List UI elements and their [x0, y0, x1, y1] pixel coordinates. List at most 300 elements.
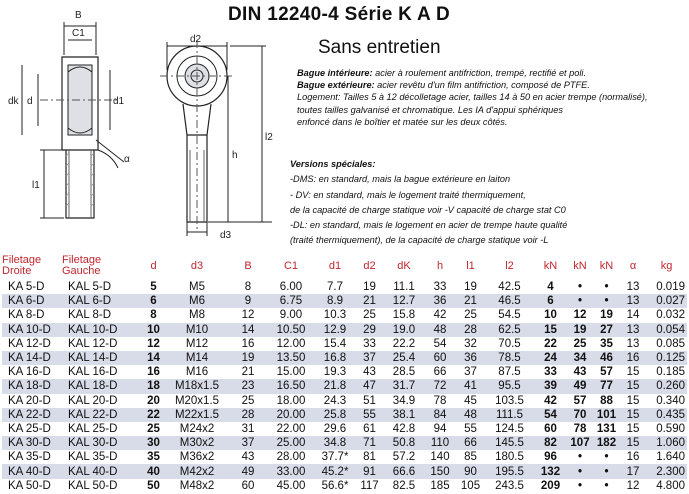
table-cell: KA 18-D — [2, 379, 62, 393]
table-cell: 21 — [241, 366, 255, 379]
table-cell: 0.185 — [656, 366, 685, 379]
table-cell: 0.054 — [646, 323, 687, 337]
table-cell: 24 — [534, 351, 567, 365]
column-header: dK — [397, 259, 411, 272]
table-cell: KA 22-D — [2, 408, 62, 422]
table-cell: 10.3 — [323, 309, 347, 322]
table-cell: 21.8 — [315, 379, 355, 393]
table-cell: 57 — [573, 394, 587, 407]
specification-table — [2, 252, 687, 493]
table-cell: 10 — [544, 309, 557, 322]
table-cell: 105 — [460, 479, 481, 492]
table-cell: 25 — [464, 309, 477, 322]
table-cell: KA 25-D — [8, 422, 51, 435]
table-cell: 78.5 — [485, 351, 534, 365]
table-cell: KA 30-D — [2, 436, 62, 450]
table-row — [2, 323, 687, 337]
table-cell: 6 — [534, 294, 567, 308]
column-header: B — [244, 259, 252, 272]
table-cell: 41 — [456, 379, 485, 393]
table-cell: 9 — [229, 294, 267, 308]
table-cell: M24x2 — [179, 422, 215, 435]
table-cell: 60 — [241, 479, 255, 492]
table-cell: 28 — [229, 408, 267, 422]
column-header: d1 — [328, 259, 342, 272]
label-alpha: α — [124, 154, 130, 165]
table-cell: • — [593, 294, 620, 308]
table-cell: 182 — [593, 436, 620, 450]
label-d: d — [27, 96, 33, 107]
column-header: kN — [599, 259, 614, 272]
table-cell: 12.7 — [384, 294, 424, 308]
table-cell: • — [567, 464, 593, 478]
table-cell: KA 10-D — [2, 323, 62, 337]
table-cell: 38.1 — [384, 408, 424, 422]
table-cell: 101 — [593, 408, 620, 422]
table-cell: 91 — [355, 464, 384, 478]
table-cell: 0.027 — [646, 294, 687, 308]
table-cell: 145.5 — [485, 436, 534, 450]
table-cell: M30x2 — [165, 436, 229, 450]
table-cell: KA 16-D — [8, 366, 51, 379]
table-cell: 25 — [241, 394, 255, 407]
table-cell: 16 — [626, 451, 640, 464]
table-cell: 82.5 — [392, 479, 416, 492]
table-cell: KA 8-D — [8, 309, 45, 322]
table-cell: 243.5 — [495, 479, 524, 492]
table-cell: 70 — [567, 408, 593, 422]
table-cell: 45 — [464, 394, 477, 407]
table-cell: 117 — [360, 479, 379, 492]
table-row — [2, 294, 687, 308]
table-row — [2, 394, 687, 408]
table-cell: KA 12-D — [8, 337, 51, 350]
table-cell: 43 — [241, 451, 255, 464]
column-header: d — [150, 259, 157, 272]
table-row — [2, 479, 687, 493]
table-cell: 18 — [142, 379, 165, 393]
table-cell: 78 — [573, 422, 587, 435]
table-cell: M18x1.5 — [165, 379, 229, 393]
table-cell: 94 — [433, 422, 447, 435]
table-cell: 25 — [147, 422, 160, 435]
table-cell: 35 — [147, 451, 160, 464]
table-cell: 43 — [573, 366, 587, 379]
table-cell: 6 — [142, 294, 165, 308]
table-cell: 12 — [241, 309, 255, 322]
table-cell: 34.9 — [392, 394, 416, 407]
table-cell: 78 — [433, 394, 447, 407]
table-cell: 5 — [150, 281, 157, 294]
table-cell: • — [593, 464, 620, 478]
table-cell: 45.00 — [276, 479, 306, 492]
table-cell: 20 — [147, 394, 160, 407]
table-cell: 195.5 — [485, 464, 534, 478]
column-header: kN — [573, 259, 587, 272]
table-cell: 11.1 — [393, 281, 415, 294]
table-cell: 42 — [433, 309, 447, 322]
table-cell: KAL 20-D — [68, 394, 118, 407]
column-header: Filetage Gauche — [62, 254, 102, 277]
table-cell: 103.5 — [495, 394, 524, 407]
table-cell: 71 — [355, 436, 384, 450]
table-cell: 15 — [620, 436, 646, 450]
table-cell: 48 — [424, 323, 456, 337]
table-cell: KA 40-D — [2, 464, 62, 478]
table-cell: • — [577, 479, 583, 492]
table-cell: • — [604, 479, 609, 492]
table-cell: KA 20-D — [8, 394, 51, 407]
table-cell: 10 — [142, 323, 165, 337]
table-cell: 14 — [142, 351, 165, 365]
table-cell: 13 — [620, 294, 646, 308]
table-cell: M36x2 — [179, 451, 215, 464]
table-body — [2, 280, 687, 493]
table-cell: 150 — [424, 464, 456, 478]
table-cell: 81 — [363, 451, 376, 464]
table-cell: M6 — [165, 294, 229, 308]
table-cell: 15 — [626, 422, 640, 435]
table-cell: 33 — [544, 366, 557, 379]
table-cell: 60 — [424, 351, 456, 365]
table-cell: 15 — [626, 394, 640, 407]
table-cell: KAL 40-D — [62, 464, 142, 478]
table-cell: 37 — [464, 366, 477, 379]
table-cell: 36 — [424, 294, 456, 308]
table-cell: 17 — [620, 464, 646, 478]
table-cell: 82 — [534, 436, 567, 450]
table-cell: 25 — [363, 309, 376, 322]
table-cell: KAL 35-D — [68, 451, 118, 464]
table-row — [2, 408, 687, 422]
table-cell: 6.75 — [267, 294, 315, 308]
table-cell: M12 — [185, 337, 209, 350]
table-cell: 13 — [626, 281, 640, 294]
table-cell: 12.00 — [276, 337, 306, 350]
table-cell: 8 — [150, 309, 157, 322]
column-header: kg — [660, 259, 673, 272]
table-cell: 35 — [600, 337, 613, 350]
table-cell: 66 — [456, 436, 485, 450]
table-cell: 13.50 — [267, 351, 315, 365]
table-cell: 185 — [430, 479, 450, 492]
table-cell: 16.8 — [315, 351, 355, 365]
table-cell: 19 — [363, 281, 376, 294]
table-cell: 84 — [424, 408, 456, 422]
table-cell: 132 — [534, 464, 567, 478]
table-cell: 33 — [433, 281, 447, 294]
table-cell: 22 — [142, 408, 165, 422]
table-cell: 28.5 — [392, 366, 416, 379]
table-cell: 40 — [142, 464, 165, 478]
table-cell: 111.5 — [485, 408, 534, 422]
table-cell: 90 — [456, 464, 485, 478]
table-cell: 16 — [241, 337, 255, 350]
label-C1: C1 — [72, 28, 85, 39]
table-cell: 37 — [355, 351, 384, 365]
table-row — [2, 280, 687, 294]
column-header: d3 — [190, 259, 204, 272]
table-cell: • — [577, 281, 583, 294]
table-cell: 47 — [355, 379, 384, 393]
table-cell: 27 — [593, 323, 620, 337]
table-cell: 10.50 — [267, 323, 315, 337]
table-cell: 19.0 — [384, 323, 424, 337]
table-cell: 14 — [229, 323, 267, 337]
table-cell: 25.8 — [315, 408, 355, 422]
table-cell: 131 — [596, 422, 617, 435]
table-cell: 110 — [424, 436, 456, 450]
table-cell: 13 — [620, 323, 646, 337]
table-cell: 42.8 — [392, 422, 416, 435]
table-cell: 46.5 — [485, 294, 534, 308]
table-cell: 12 — [573, 309, 587, 322]
table-cell: KA 6-D — [2, 294, 62, 308]
table-cell: 13 — [626, 337, 640, 350]
table-cell: 25.4 — [384, 351, 424, 365]
table-cell: KAL 22-D — [62, 408, 142, 422]
table-cell: 33 — [363, 337, 376, 350]
table-cell: 54 — [433, 337, 447, 350]
table-cell: KAL 50-D — [68, 479, 118, 492]
table-cell: 15.4 — [323, 337, 347, 350]
table-cell: 4 — [547, 281, 554, 294]
table-cell: • — [604, 451, 609, 464]
table-cell: KA 5-D — [8, 281, 45, 294]
table-cell: 66.6 — [384, 464, 424, 478]
table-cell: KAL 14-D — [62, 351, 142, 365]
table-cell: 87.5 — [498, 366, 521, 379]
table-cell: 12 — [626, 479, 640, 492]
table-cell: M10 — [165, 323, 229, 337]
table-cell: KAL 16-D — [68, 366, 118, 379]
table-cell: 6.00 — [279, 281, 303, 294]
table-cell: 48 — [456, 408, 485, 422]
table-cell: 55 — [464, 422, 477, 435]
table-cell: 61 — [363, 422, 376, 435]
table-cell: 28 — [456, 323, 485, 337]
table-cell: 22.2 — [392, 337, 416, 350]
table-cell: 2.300 — [646, 464, 687, 478]
page-title: DIN 12240-4 Série K A D — [228, 4, 450, 25]
label-d1: d1 — [113, 96, 125, 107]
table-cell: KAL 5-D — [68, 281, 112, 294]
column-header: C1 — [283, 259, 299, 272]
table-cell: 46 — [593, 351, 620, 365]
table-cell: 37 — [229, 436, 267, 450]
table-cell: 0.340 — [656, 394, 685, 407]
table-cell: 140 — [430, 451, 450, 464]
table-cell: 54 — [534, 408, 567, 422]
table-row — [2, 450, 687, 464]
table-cell: 56.6* — [321, 479, 349, 492]
table-cell: 72 — [424, 379, 456, 393]
table-cell: 96 — [544, 451, 557, 464]
table-cell: 209 — [540, 479, 561, 492]
table-cell: 19.3 — [323, 366, 347, 379]
table-cell: 55 — [355, 408, 384, 422]
table-cell: 77 — [593, 379, 620, 393]
label-d2: d2 — [190, 34, 202, 45]
table-cell: KAL 12-D — [68, 337, 118, 350]
label-dk: dk — [8, 96, 19, 107]
table-cell: 28.00 — [276, 451, 306, 464]
label-d3: d3 — [220, 230, 232, 241]
table-cell: 15.8 — [392, 309, 416, 322]
table-cell: 31 — [241, 422, 255, 435]
table-cell: 50 — [147, 479, 160, 492]
page-subtitle: Sans entretien — [318, 37, 441, 58]
table-cell: 16.50 — [267, 379, 315, 393]
table-cell: 14 — [626, 309, 640, 322]
table-cell: 43 — [363, 366, 376, 379]
table-cell: M20x1.5 — [174, 394, 220, 407]
table-cell: 31.7 — [384, 379, 424, 393]
table-cell: 15 — [620, 408, 646, 422]
table-row — [2, 351, 687, 365]
column-header: Filetage Droite — [2, 254, 42, 277]
table-cell: 57.2 — [392, 451, 416, 464]
table-cell: 8.9 — [315, 294, 355, 308]
table-cell: 54.5 — [498, 309, 521, 322]
table-cell: 15 — [534, 323, 567, 337]
table-cell: KAL 18-D — [62, 379, 142, 393]
table-cell: M16 — [185, 366, 209, 379]
table-cell: 50.8 — [384, 436, 424, 450]
table-row — [2, 308, 687, 322]
table-cell: 0.435 — [646, 408, 687, 422]
table-cell: KA 35-D — [8, 451, 51, 464]
table-cell: 22 — [544, 337, 557, 350]
table-cell: 0.590 — [656, 422, 685, 435]
table-cell: 7.7 — [327, 281, 343, 294]
table-cell: 42 — [544, 394, 557, 407]
table-cell: 124.5 — [495, 422, 524, 435]
table-cell: KAL 30-D — [62, 436, 142, 450]
table-cell: 51 — [363, 394, 376, 407]
table-cell: M48x2 — [179, 479, 215, 492]
table-cell: 22.00 — [276, 422, 306, 435]
table-cell: 34 — [567, 351, 593, 365]
table-cell: 30 — [142, 436, 165, 450]
label-l2: l2 — [265, 132, 273, 143]
table-cell: 32 — [464, 337, 477, 350]
label-h: h — [232, 150, 238, 161]
table-cell: 19 — [600, 309, 613, 322]
table-cell: 70.5 — [498, 337, 521, 350]
table-cell: 9.00 — [279, 309, 303, 322]
table-cell: 15 — [626, 366, 640, 379]
table-cell: M42x2 — [165, 464, 229, 478]
table-cell: 29.6 — [323, 422, 347, 435]
table-cell: 62.5 — [485, 323, 534, 337]
table-cell: 20.00 — [267, 408, 315, 422]
table-cell: 15 — [620, 379, 646, 393]
table-cell: 15.00 — [276, 366, 306, 379]
table-cell: KAL 10-D — [62, 323, 142, 337]
column-header: l2 — [505, 259, 514, 272]
table-cell: 180.5 — [495, 451, 524, 464]
table-cell: 0.260 — [646, 379, 687, 393]
table-row — [2, 337, 687, 351]
label-B: B — [75, 10, 82, 21]
table-cell: 23 — [229, 379, 267, 393]
table-row — [2, 422, 687, 436]
label-l1: l1 — [32, 180, 40, 191]
table-cell: 19 — [464, 281, 477, 294]
table-cell: 0.019 — [656, 281, 685, 294]
column-header: kN — [543, 259, 558, 272]
table-cell: 0.085 — [656, 337, 685, 350]
table-header-row — [2, 252, 687, 280]
table-cell: 25 — [573, 337, 587, 350]
table-cell: 29 — [355, 323, 384, 337]
table-cell: 34.8 — [315, 436, 355, 450]
table-cell: 33.00 — [267, 464, 315, 478]
table-cell: M8 — [189, 309, 205, 322]
table-cell: 49 — [229, 464, 267, 478]
table-cell: 1.640 — [656, 451, 685, 464]
table-cell: 8 — [244, 281, 252, 294]
table-cell: 60 — [544, 422, 557, 435]
table-cell: 1.060 — [646, 436, 687, 450]
table-cell: 24.3 — [323, 394, 347, 407]
table-cell: 19 — [567, 323, 593, 337]
table-row — [2, 365, 687, 379]
table-cell: 16 — [147, 366, 160, 379]
table-cell: 16 — [620, 351, 646, 365]
column-header: h — [436, 259, 444, 272]
table-cell: KAL 25-D — [68, 422, 118, 435]
table-cell: 88 — [600, 394, 613, 407]
table-cell: 21 — [355, 294, 384, 308]
table-cell: 37.7* — [321, 451, 349, 464]
table-cell: 49 — [567, 379, 593, 393]
table-cell: 12 — [147, 337, 160, 350]
table-cell: 107 — [567, 436, 593, 450]
table-cell: 42.5 — [498, 281, 521, 294]
table-cell: 19 — [229, 351, 267, 365]
table-row — [2, 436, 687, 450]
table-cell: KA 14-D — [2, 351, 62, 365]
table-cell: 45.2* — [315, 464, 355, 478]
column-header: l1 — [466, 259, 475, 272]
table-cell: • — [604, 281, 609, 294]
table-cell: 66 — [433, 366, 447, 379]
table-cell: 57 — [600, 366, 613, 379]
table-cell: 36 — [456, 351, 485, 365]
table-cell: 85 — [464, 451, 477, 464]
table-cell: M22x1.5 — [165, 408, 229, 422]
table-cell: 4.800 — [656, 479, 685, 492]
material-description: Bague intérieure: acier à roulement antifriction, trempé, rectifié et poli. Bague extérieure: acier revêtu d'un film antifriction, composé de PTFE. Logement: Tailles 5 à 12 décolletage acier, tailles 14 à 50 en acier trempe (normalisé), toutes tailles galvanisé et chromatique. Les IA d'appui sphériques enfoncé dans le boîtier et matée sur les deux côtés. — [297, 68, 648, 127]
table-cell: 95.5 — [485, 379, 534, 393]
column-header: α — [629, 259, 637, 272]
table-cell: 25.00 — [267, 436, 315, 450]
table-cell: 0.125 — [646, 351, 687, 365]
table-cell: KA 50-D — [8, 479, 51, 492]
table-cell: 0.032 — [656, 309, 685, 322]
table-row — [2, 464, 687, 478]
table-cell: M5 — [189, 281, 205, 294]
table-cell: 18.00 — [276, 394, 306, 407]
table-cell: • — [577, 451, 583, 464]
table-cell: 12.9 — [315, 323, 355, 337]
table-cell: • — [567, 294, 593, 308]
table-cell: M14 — [165, 351, 229, 365]
table-cell: KAL 6-D — [62, 294, 142, 308]
special-versions: Versions spéciales: -DMS: en standard, mais la bague extérieure en laiton - DV: en standard, mais le logement traité thermiquement, de la capacité de charge statique voir -V capacité de charge stat C0 -DL: en standard, mais le logement en acier de trempe haute qualité (traité thermiquement), de la capacité de charge statique voir -L — [290, 159, 568, 246]
